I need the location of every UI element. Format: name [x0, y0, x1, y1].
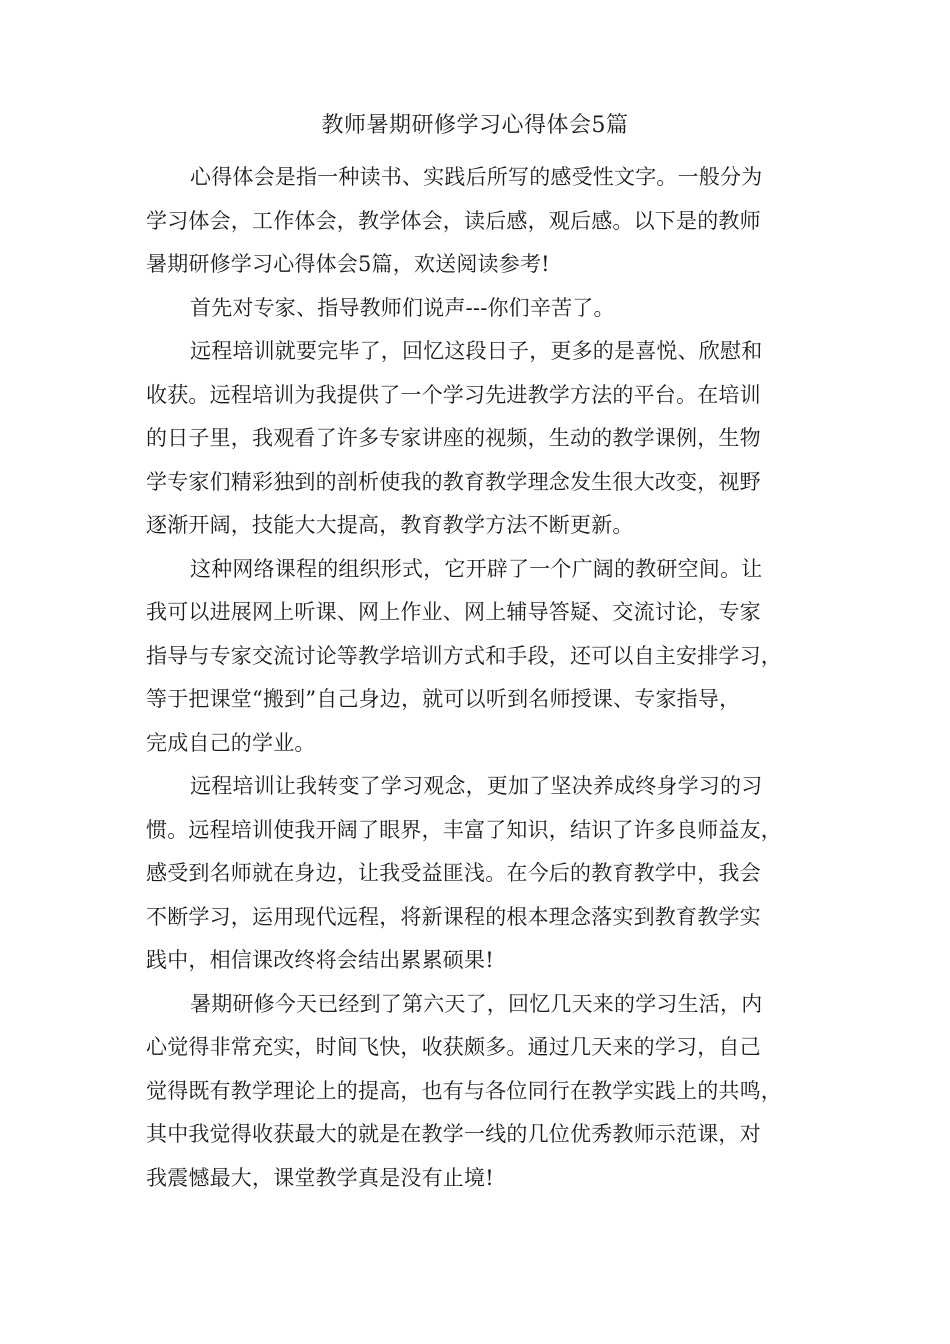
- text-line: 觉得既有教学理论上的提高，也有与各位同行在教学实践上的共鸣，: [146, 1078, 782, 1103]
- text-line: 不断学习，运用现代远程，将新课程的根本理念落实到教育教学实: [146, 904, 761, 929]
- text-line: 暑期研修学习心得体会5篇，欢送阅读参考!: [146, 252, 550, 276]
- text-line: 完成自己的学业。: [146, 730, 316, 755]
- paragraph-summer-study: [146, 983, 836, 1201]
- paragraph-learning-concept: [146, 765, 836, 983]
- text-line: 首先对专家、指导教师们说声---你们辛苦了。: [190, 295, 615, 320]
- paragraph-thanks: [146, 287, 836, 331]
- text-line: 我可以进展网上听课、网上作业、网上辅导答疑、交流讨论，专家: [146, 600, 761, 624]
- text-line: 的日子里，我观看了许多专家讲座的视频，生动的教学课例，生物: [146, 426, 761, 450]
- text-line: 等于把课堂“搬到”自己身边，就可以听到名师授课、专家指导，: [146, 687, 741, 711]
- paragraph-remote-training: [146, 330, 836, 548]
- paragraph-online-course: [146, 548, 836, 766]
- text-line: 学专家们精彩独到的剖析使我的教育教学理念发生很大改变，视野: [146, 469, 761, 494]
- text-line: 践中，相信课改终将会结出累累硕果!: [146, 948, 494, 972]
- document-title: 教师暑期研修学习心得体会5篇: [321, 113, 629, 138]
- text-line: 指导与专家交流讨论等教学培训方式和手段，还可以自主安排学习，: [146, 643, 782, 668]
- text-line: 暑期研修今天已经到了第六天了，回忆几天来的学习生活，内: [190, 991, 763, 1016]
- text-line: 心得体会是指一种读书、实践后所写的感受性文字。一般分为: [190, 165, 763, 189]
- text-line: 远程培训让我转变了学习观念，更加了坚决养成终身学习的习: [190, 774, 763, 798]
- document-body: [146, 156, 836, 1200]
- text-line: 感受到名师就在身边，让我受益匪浅。在今后的教育教学中，我会: [146, 861, 761, 885]
- text-line: 学习体会，工作体会，教学体会，读后感，观后感。以下是的教师: [146, 208, 761, 233]
- text-line: 心觉得非常充实，时间飞快，收获颇多。通过几天来的学习，自己: [146, 1035, 761, 1059]
- text-line: 逐渐开阔，技能大大提高，教育教学方法不断更新。: [146, 513, 634, 537]
- text-line: 其中我觉得收获最大的就是在教学一线的几位优秀教师示范课，对: [146, 1122, 761, 1146]
- text-line: 这种网络课程的组织形式，它开辟了一个广阔的教研空间。让: [190, 556, 763, 581]
- text-line: 远程培训就要完毕了，回忆这段日子，更多的是喜悦、欣慰和: [190, 339, 763, 363]
- paragraph-intro: [146, 156, 836, 287]
- text-line: 我震憾最大，课堂教学真是没有止境!: [146, 1165, 494, 1190]
- text-line: 惯。远程培训使我开阔了眼界，丰富了知识，结识了许多良师益友，: [146, 817, 782, 842]
- text-line: 收获。远程培训为我提供了一个学习先进教学方法的平台。在培训: [146, 382, 761, 407]
